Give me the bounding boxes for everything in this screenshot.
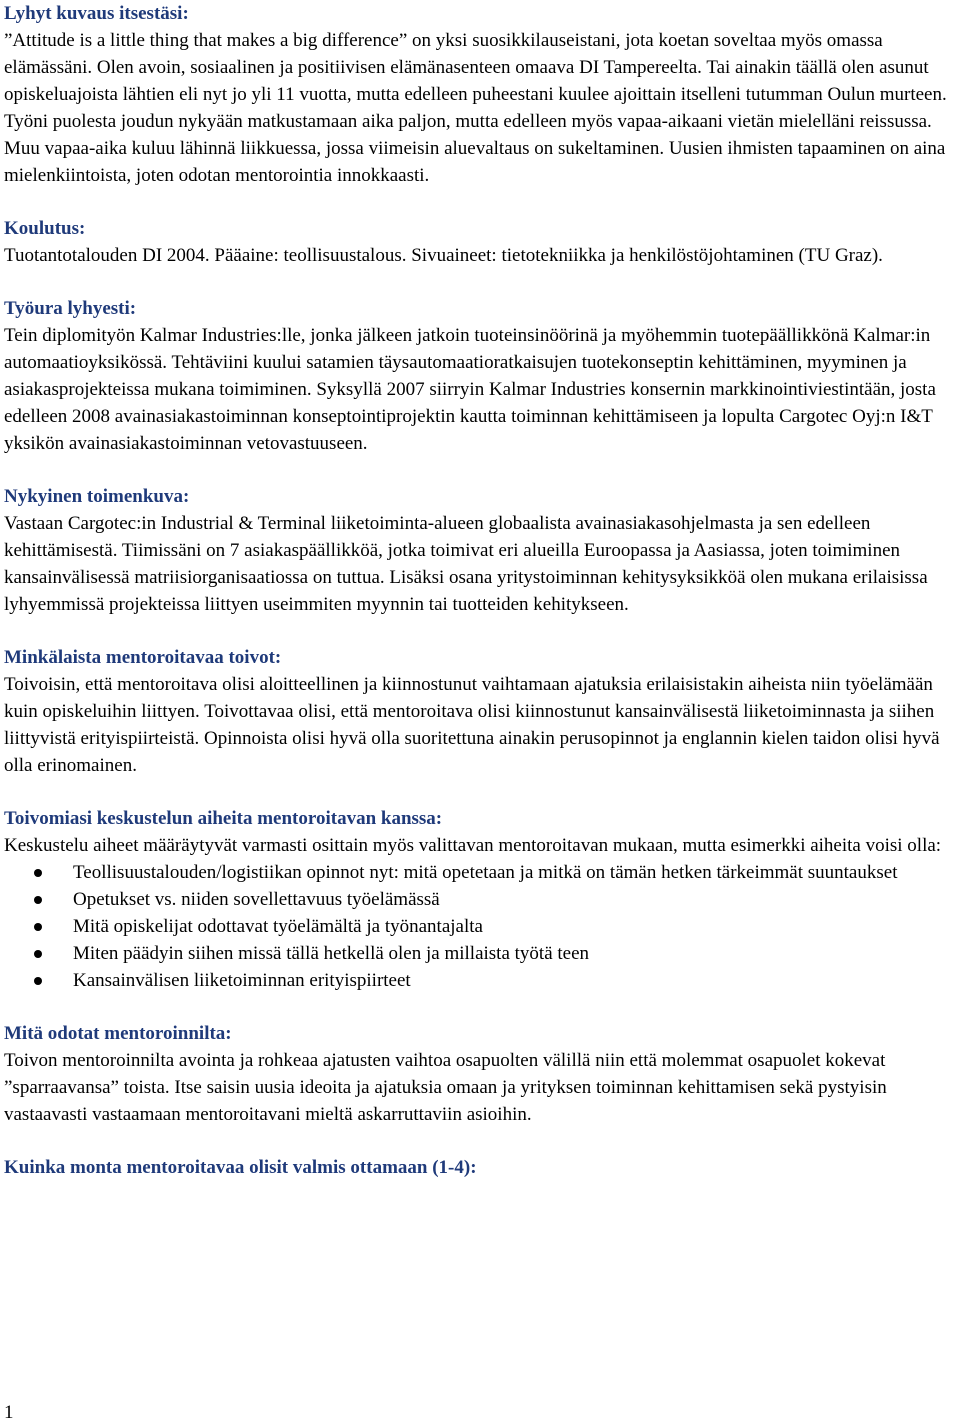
list-item (4, 913, 954, 940)
section-text-education: Tuotantotalouden DI 2004. Pääaine: teollisuustalous. Sivuaineet: tietotekniikka ja henkilöstöjohtaminen (TU Graz). (4, 245, 883, 266)
list-item-text: Mitä opiskelijat odottavat työelämältä ja työnantajalta (73, 916, 483, 937)
bullet-icon (34, 950, 42, 958)
section-mentee-wish (4, 644, 954, 779)
section-current-role (4, 483, 954, 618)
section-heading-count: Kuinka monta mentoroitavaa olisit valmis ottamaan (1-4): (4, 1157, 477, 1178)
section-text-expectations: Toivon mentoroinnilta avointa ja rohkeaa ajatusten vaihtoa osapuolten välillä niin että molemmat osapuolet kokevat ”sparraavansa” toista. Itse saisin uusia ideoita ja ajatuksia omaan ja yrityksen toiminnan kehittamisen sekä pystyisin vastaavasti vastaamaan mentoroitavani mieltä askarruttaviin asioihin. (4, 1050, 887, 1125)
bullet-icon (34, 923, 42, 931)
bullet-icon (34, 977, 42, 985)
section-education (4, 215, 954, 269)
document-page (4, 0, 954, 1181)
section-topics (4, 805, 954, 994)
section-heading-intro: Lyhyt kuvaus itsestäsi: (4, 3, 189, 24)
topics-bullet-list (4, 859, 954, 994)
section-count (4, 1154, 954, 1181)
bullet-icon (34, 869, 42, 877)
list-item (4, 967, 954, 994)
list-item (4, 859, 954, 886)
bullet-icon (34, 896, 42, 904)
section-intro (4, 0, 954, 189)
section-text-current-role: Vastaan Cargotec:in Industrial & Terminal liiketoiminta-alueen globaalista avainasiakasohjelmasta ja sen edelleen kehittämisestä. Tiimissäni on 7 asiakaspäällikköä, jotka toimivat eri alueilla Euroopassa ja Aasiassa, joten toimiminen kansainvälisessä matriisiorganisaatiossa on tuttua. Lisäksi osana yritystoiminnan kehitysyksikköä olen mukana erilaisissa lyhyemmissä projekteissa liittyen useimmiten myynnin tai tuotteiden kehitykseen. (4, 513, 928, 615)
section-heading-expectations: Mitä odotat mentoroinnilta: (4, 1023, 232, 1044)
section-text-intro: ”Attitude is a little thing that makes a big difference” on yksi suosikkilauseistani, jota koetan soveltaa myös omassa elämässäni. Olen avoin, sosiaalinen ja positiivisen elämänasenteen omaava DI Tampereelta. Tai ainakin täällä olen asunut opiskeluajoista lähtien eli nyt jo yli 11 vuotta, mutta edelleen puheestani kuulee ajoittain itselleni tutumman Oulun murteen. Työni puolesta joudun nykyään matkustamaan aika paljon, mutta edelleen myös vapaa-aikaani vietän mielelläni reissussa. Muu vapaa-aika kuluu lähinnä liikkuessa, jossa viimeisin aluevaltaus on sukeltaminen. Uusien ihmisten tapaaminen on aina mielenkiintoista, joten odotan mentorointia innokkaasti. (4, 30, 947, 186)
section-heading-education: Koulutus: (4, 218, 86, 239)
section-heading-career: Työura lyhyesti: (4, 298, 137, 319)
list-item-text: Teollisuustalouden/logistiikan opinnot nyt: mitä opetetaan ja mitkä on tämän hetken tärkeimmät suuntaukset (73, 862, 898, 883)
list-item (4, 940, 954, 967)
section-career (4, 295, 954, 457)
section-heading-topics: Toivomiasi keskustelun aiheita mentoroitavan kanssa: (4, 808, 443, 829)
list-item-text: Opetukset vs. niiden sovellettavuus työelämässä (73, 889, 440, 910)
section-text-career: Tein diplomityön Kalmar Industries:lle, jonka jälkeen jatkoin tuoteinsinöörinä ja myöhemmin tuotepäällikkönä Kalmar:in automaatioyksikössä. Tehtäviini kuului satamien täysautomaatioratkaisujen tuotekonseptin kehittäminen, myyminen ja asiakasprojekteissa mukana toimiminen. Syksyllä 2007 siirryin Kalmar Industries konsernin markkinointiviestintään, josta edelleen 2008 avainasiakastoiminnan konseptointiprojektin kautta toiminnan kehittämiseen ja lopulta Cargotec Oyj:n I&T yksikön avainasiakastoiminnan vetovastuuseen. (4, 325, 936, 454)
section-text-mentee-wish: Toivoisin, että mentoroitava olisi aloitteellinen ja kiinnostunut vaihtamaan ajatuksia erilaisistakin aiheista niin työelämään kuin opiskeluihin liittyen. Toivottavaa olisi, että mentoroitava olisi kiinnostunut kansainvälisestä liiketoiminnasta ja siihen liittyvistä erityispiirteistä. Opinnoista olisi hyvä olla suoritettuna ainakin perusopinnot ja englannin kielen taidon olisi hyvä olla erinomainen. (4, 674, 940, 776)
list-item (4, 886, 954, 913)
list-item-text: Miten päädyin siihen missä tällä hetkellä olen ja millaista työtä teen (73, 943, 590, 964)
page-number: 1 (4, 1402, 14, 1423)
list-item-text: Kansainvälisen liiketoiminnan erityispiirteet (73, 970, 411, 991)
section-text-topics: Keskustelu aiheet määräytyvät varmasti osittain myös valittavan mentoroitavan mukaan, mutta esimerkki aiheita voisi olla: (4, 835, 942, 856)
section-heading-current-role: Nykyinen toimenkuva: (4, 486, 190, 507)
section-expectations (4, 1020, 954, 1128)
section-heading-mentee-wish: Minkälaista mentoroitavaa toivot: (4, 647, 282, 668)
